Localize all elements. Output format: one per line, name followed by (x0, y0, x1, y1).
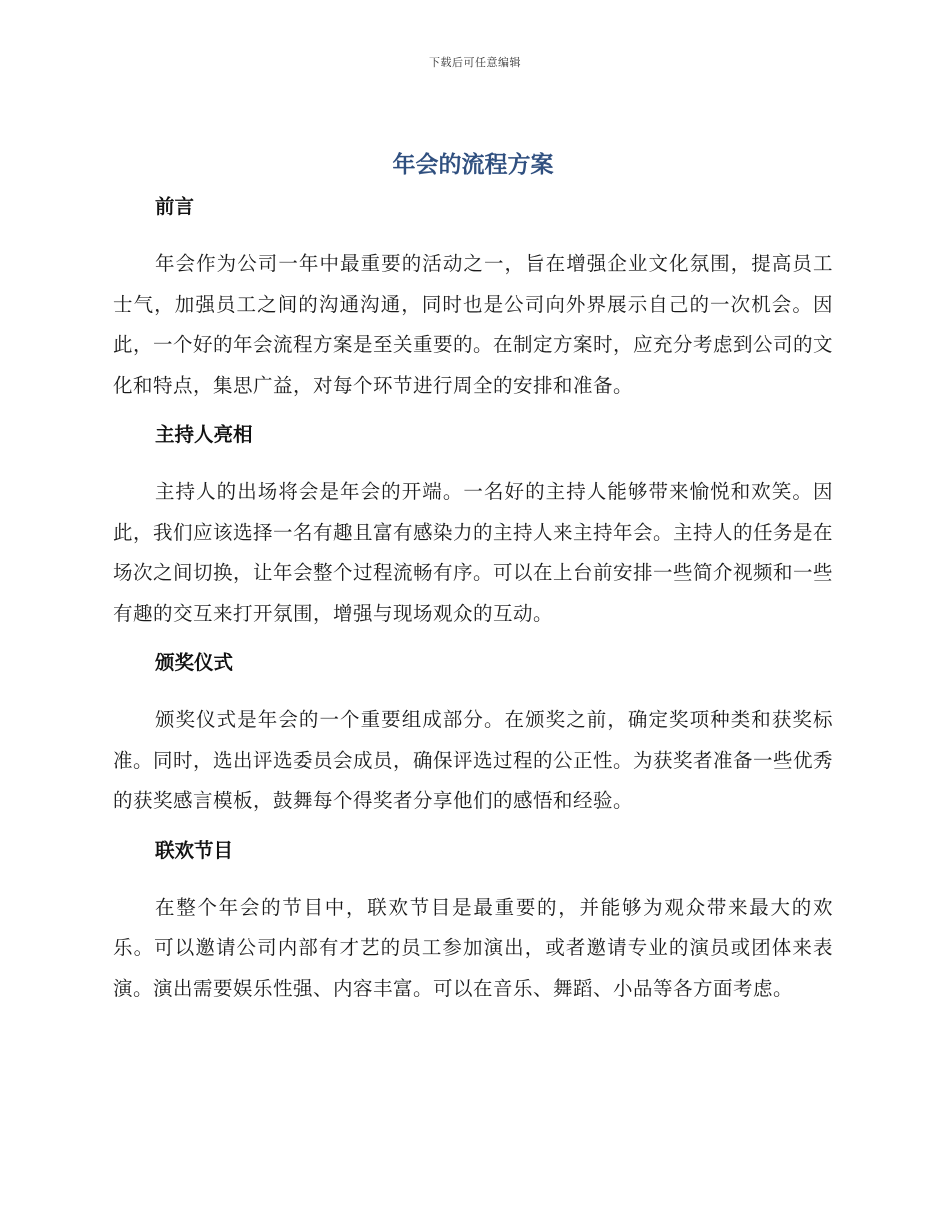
section-paragraph: 主持人的出场将会是年会的开端。一名好的主持人能够带来愉悦和欢笑。因此，我们应该选择一名有趣且富有感染力的主持人来主持年会。主持人的任务是在场次之间切换，让年会整个过程流畅有序。可以在上台前安排一些简介视频和一些有趣的交互来打开氛围，增强与现场观众的互动。 (113, 480, 834, 625)
section-awards (113, 646, 833, 822)
section-heading: 联欢节目 (155, 838, 234, 862)
page-header-note: 下载后可任意编辑 (429, 56, 521, 69)
section-performances (113, 834, 833, 1010)
section-heading: 主持人亮相 (155, 423, 253, 446)
document-title: 年会的流程方案 (392, 152, 554, 178)
section-paragraph: 在整个年会的节目中，联欢节目是最重要的，并能够为观众带来最大的欢乐。可以邀请公司内部有才艺的员工参加演出，或者邀请专业的演员或团体来表演。演出需要娱乐性强、内容丰富。可以在音乐、舞蹈、小品等各方面考虑。 (113, 895, 833, 1000)
section-heading: 前言 (155, 195, 195, 218)
section-paragraph: 颁奖仪式是年会的一个重要组成部分。在颁奖之前，确定奖项种类和获奖标准。同时，选出评选委员会成员，确保评选过程的公正性。为获奖者准备一些优秀的获奖感言模板，鼓舞每个得奖者分享他们的感悟和经验。 (113, 708, 834, 812)
section-paragraph: 年会作为公司一年中最重要的活动之一，旨在增强企业文化氛围，提高员工士气，加强员工之间的沟通沟通，同时也是公司向外界展示自己的一次机会。因此，一个好的年会流程方案是至关重要的。在制定方案时，应充分考虑到公司的文化和特点，集思广益，对每个环节进行周全的安排和准备。 (113, 252, 834, 397)
section-preface (113, 190, 833, 406)
document-body (113, 140, 833, 1021)
section-heading: 颁奖仪式 (155, 651, 234, 674)
section-host (113, 418, 833, 634)
